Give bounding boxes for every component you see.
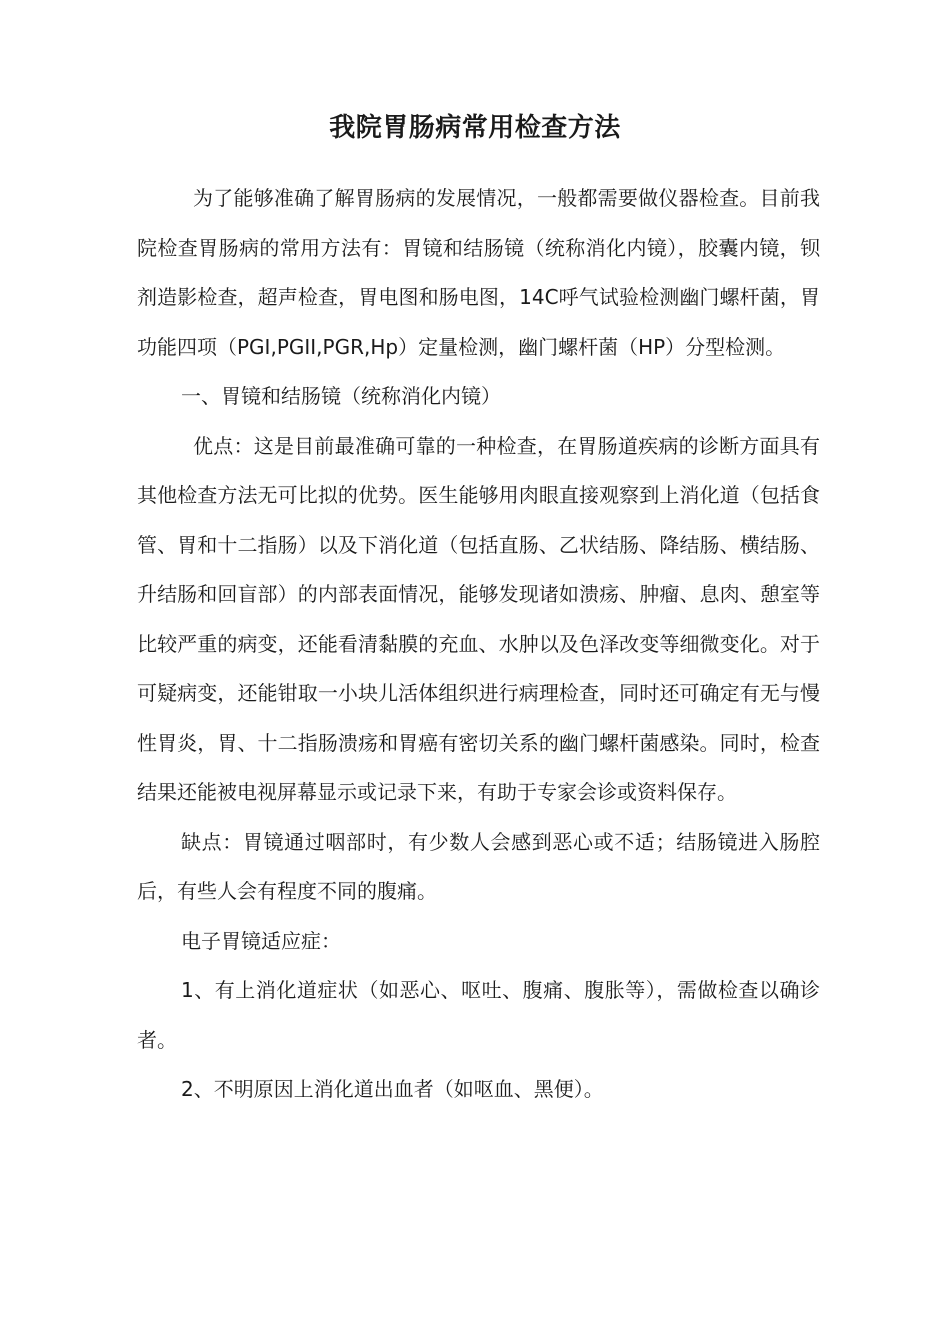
advantages-paragraph: 优点：这是目前最准确可靠的一种检查，在胃肠道疾病的诊断方面具有其他检查方法无可比拟的优势。医生能够用肉眼直接观察到上消化道（包括食管、胃和十二指肠）以及下消化道（包括直肠、乙状结肠、降结肠、横结肠、升结肠和回盲部）的内部表面情况，能够发现诸如溃疡、肿瘤、息肉、憩室等比较严重的病变，还能看清黏膜的充血、水肿以及色泽改变等细微变化。对于可疑病变，还能钳取一小块儿活体组织进行病理检查，同时还可确定有无与慢性胃炎，胃、十二指肠溃疡和胃癌有密切关系的幽门螺杆菌感染。同时，检查结果还能被电视屏幕显示或记录下来，有助于专家会诊或资料保存。 <box>137 433 820 804</box>
indication-item-2: 2、不明原因上消化道出血者（如呕血、黑便）。 <box>181 1077 604 1101</box>
intro-paragraph: 为了能够准确了解胃肠病的发展情况，一般都需要做仪器检查。目前我院检查胃肠病的常用方法有：胃镜和结肠镜（统称消化内镜），胶囊内镜，钡剂造影检查，超声检查，胃电图和肠电图，14C呼气试验检测幽门螺杆菌，胃功能四项（PGI,PGII,PGR,Hp）定量检测，幽门螺杆菌（HP）分型检测。 <box>137 186 820 359</box>
disadvantages-paragraph: 缺点：胃镜通过咽部时，有少数人会感到恶心或不适；结肠镜进入肠腔后，有些人会有程度不同的腹痛。 <box>137 829 820 903</box>
section-heading-endoscopy: 一、胃镜和结肠镜（统称消化内镜） <box>181 384 501 408</box>
indication-item-1: 1、有上消化道症状（如恶心、呕吐、腹痛、腹胀等），需做检查以确诊者。 <box>137 978 820 1052</box>
indications-heading: 电子胃镜适应症： <box>181 928 341 953</box>
document-title: 我院胃肠病常用检查方法 <box>329 113 621 143</box>
document-body <box>137 174 820 1115</box>
